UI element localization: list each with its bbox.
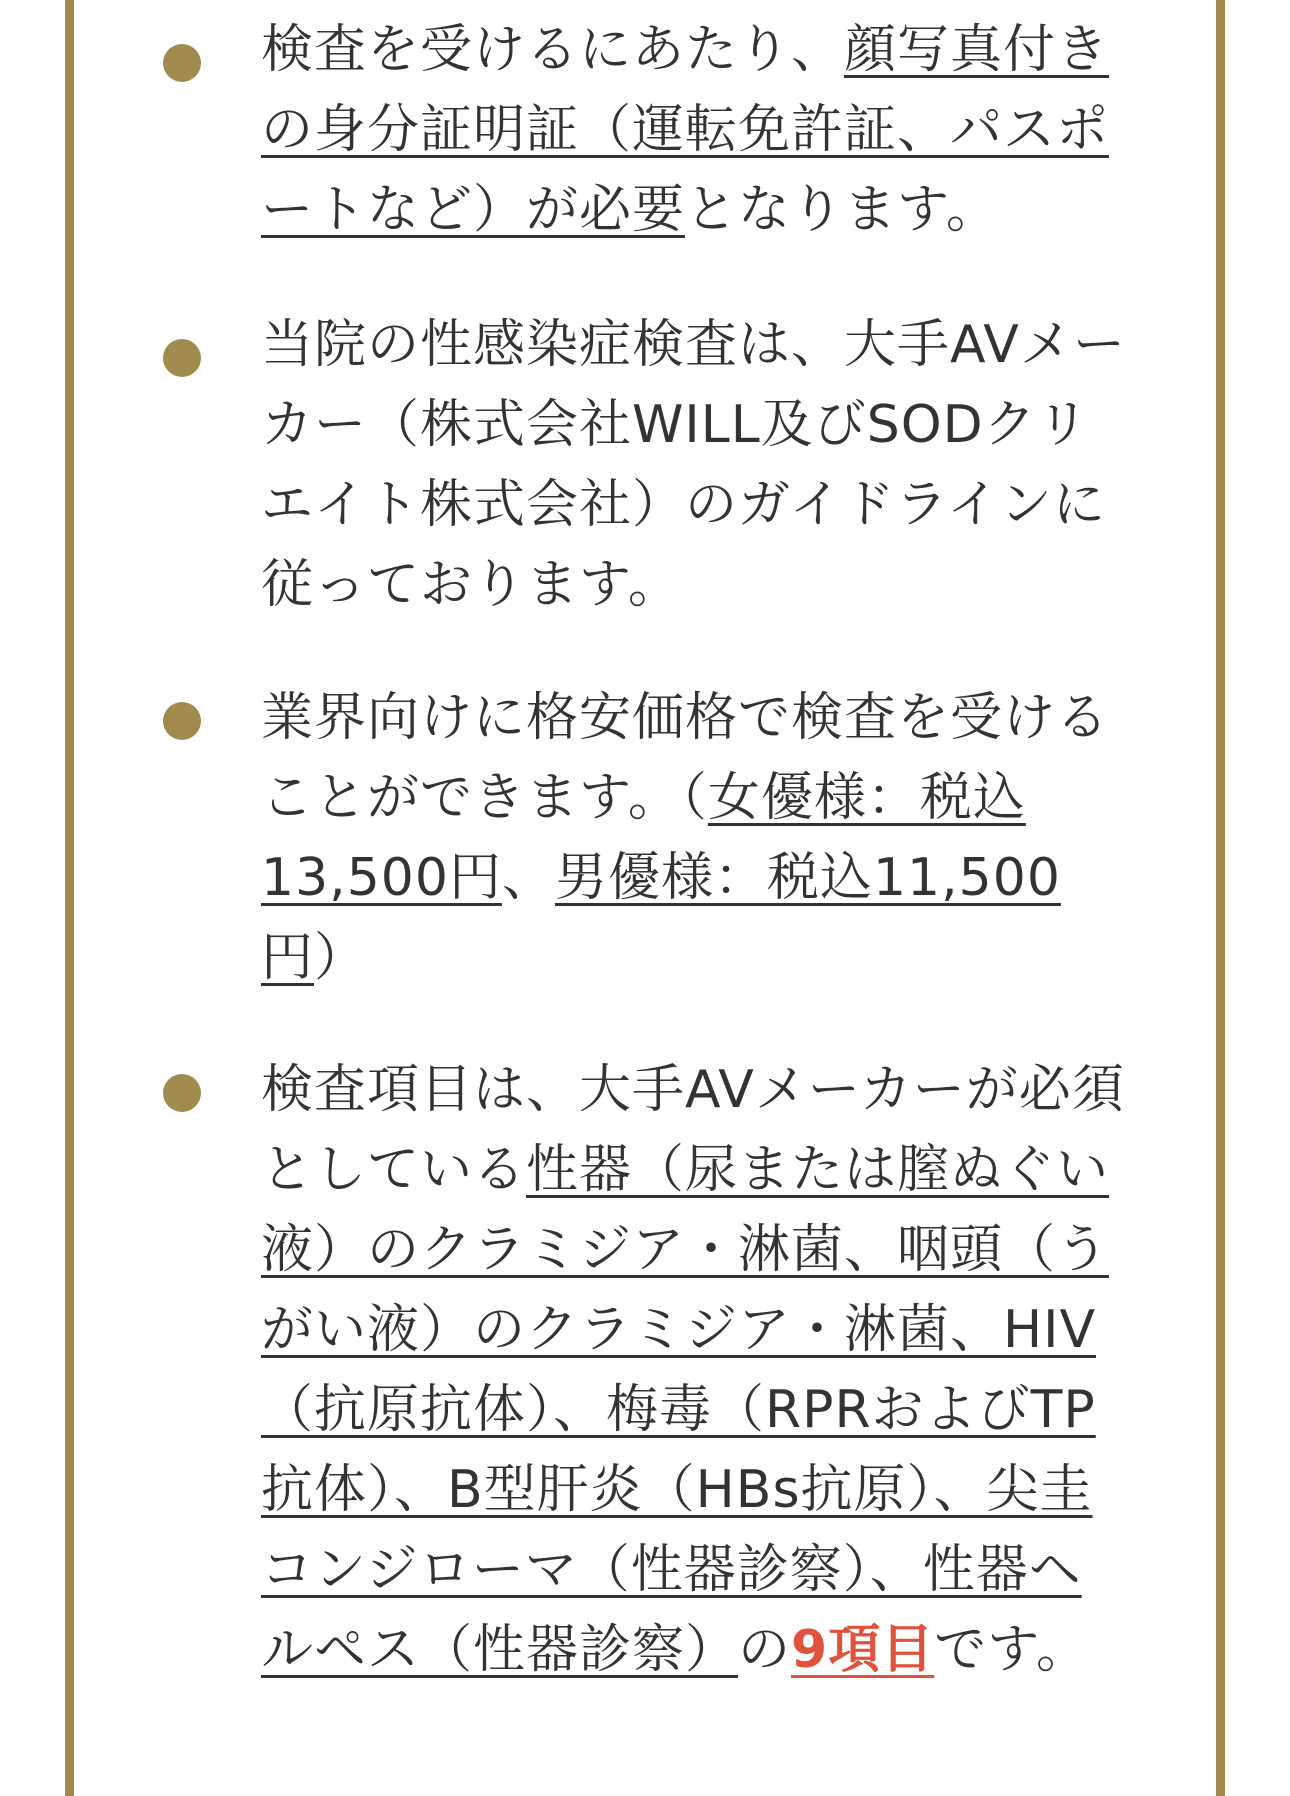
bullet-dot-icon [163,44,201,82]
list-item-text [261,678,1127,998]
text-segment: 当院の性感染症検査は、大手AVメーカー（株式会社WILL及びSODクリエイト株式会社）のガイドラインに従っております。 [261,315,1126,615]
test-items-link[interactable]: 性器（尿または膣ぬぐい液）のクラミジア・淋菌、咽頭（うがい液）のクラミジア・淋菌、HIV（抗原抗体）、梅毒（RPRおよびTP抗体）、B型肝炎（HBs抗原）、尖圭コンジローマ（性器診察）、性器ヘルペス（性器診察） [261,1140,1110,1680]
text-segment: です。 [934,1620,1090,1680]
text-segment: 業界向けに格安価格で検査を受けることができます。（ [261,688,1110,828]
actress-price-link[interactable]: 女優様：税込13,500円 [261,768,1026,908]
left-frame-border [65,0,74,1796]
text-segment: の [738,1620,792,1680]
text-segment: ） [314,928,368,988]
bullet-dot-icon [163,1074,201,1112]
bullet-dot-icon [163,339,201,377]
text-segment: 、 [501,848,555,908]
text-segment: 検査を受けるにあたり、 [261,20,845,80]
id-requirement-link[interactable]: 顔写真付きの身分証明証（運転免許証、パスポートなど）が必要 [261,20,1110,240]
list-item-text [261,305,1127,625]
list-item-text [261,1050,1127,1690]
list-item-text [261,10,1127,250]
right-frame-border [1216,0,1225,1796]
text-segment: となります。 [685,180,999,240]
bullet-dot-icon [163,702,201,740]
test-count-highlight[interactable]: 9項目 [791,1620,935,1680]
text-segment: 検査項目は、大手AVメーカーが必須としている [261,1060,1125,1200]
actor-price-link[interactable]: 男優様：税込11,500円 [261,848,1061,988]
